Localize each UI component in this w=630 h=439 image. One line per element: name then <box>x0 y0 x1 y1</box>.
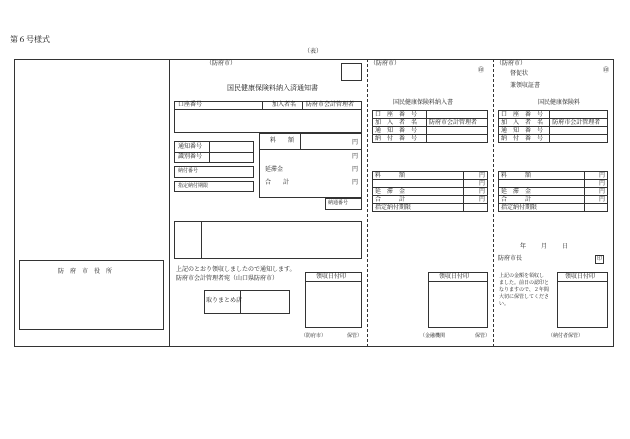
receipt-total: 合 計 <box>499 196 585 204</box>
divider-3 <box>493 59 494 347</box>
stub-office: 防 府 市 役 所 <box>58 268 113 275</box>
receipt-amount-table <box>498 171 608 212</box>
notice-memo-box <box>174 221 362 259</box>
slip-yen: 円 <box>463 172 487 180</box>
divider-1 <box>169 59 170 347</box>
receipt-yen: 円 <box>584 188 607 196</box>
notice-payment-no: 納付番号 <box>178 168 199 174</box>
receipt-sub2: 兼領収証書 <box>510 82 541 89</box>
slip-deadline: 指定納付期限 <box>373 204 464 212</box>
receipt-title: 国民健康保険料 <box>538 99 581 106</box>
receipt-row-label: 口 座 番 号 <box>499 111 550 119</box>
receipt-date-year: 年 <box>520 243 527 250</box>
notice-account-split <box>262 101 263 109</box>
notice-footer-right: 保管） <box>347 333 363 339</box>
notice-issuer: （防府市） <box>206 60 237 67</box>
slip-seal: ㊞ <box>478 67 485 74</box>
notice-amount-split <box>300 133 301 149</box>
notice-agent: 取りまとめ店 <box>206 297 243 304</box>
front-label: （表） <box>304 48 323 55</box>
divider-2 <box>367 59 368 347</box>
slip-yen: 円 <box>463 196 487 204</box>
receipt-late-fee: 延 滞 金 <box>499 188 585 196</box>
notice-message-1: 上記のとおり領収しましたので通知します。 <box>176 266 296 273</box>
notice-yen-4: 円 <box>352 179 359 186</box>
notice-memo-split <box>201 221 202 259</box>
slip-yen: 円 <box>463 180 487 188</box>
slip-row-label: 口 座 番 号 <box>373 111 427 119</box>
notice-doc-no: 納通番号 <box>328 200 349 206</box>
notice-account-label: 口座番号 <box>178 101 203 108</box>
receipt-row-label: 納 付 番 号 <box>499 135 550 143</box>
notice-corner-box <box>341 63 362 81</box>
slip-receipt-stamp: 領収日付印 <box>439 273 470 280</box>
receipt-footer: （納付者保管） <box>548 333 584 339</box>
notice-id-split <box>209 141 210 163</box>
notice-payee-label: 加入者名 <box>272 101 297 108</box>
notice-payee: 防府市会計管理者 <box>306 101 355 108</box>
notice-account-split2 <box>302 101 303 109</box>
receipt-receipt-stamp: 領収日付印 <box>565 273 596 280</box>
notice-yen-3: 円 <box>352 166 359 173</box>
slip-total: 合 計 <box>373 196 464 204</box>
notice-amount-line <box>259 149 362 150</box>
receipt-row-label: 加 入 者 名 <box>499 119 550 127</box>
notice-message-2: 防府市会計管理者宛（山口県防府市） <box>176 275 279 282</box>
slip-footer-left: （金融機関 <box>420 333 446 339</box>
receipt-amount: 料 額 <box>499 172 585 180</box>
notice-yen-1: 円 <box>352 139 359 146</box>
receipt-row-label: 通 知 番 号 <box>499 127 550 135</box>
receipt-yen: 円 <box>584 172 607 180</box>
notice-total: 合 計 <box>265 179 290 186</box>
slip-amount-table <box>372 171 488 212</box>
receipt-message-2: ました。前日の認印と <box>499 280 550 286</box>
notice-title: 国民健康保険料納入済通知書 <box>227 84 318 92</box>
slip-issuer: （防府市） <box>370 60 401 67</box>
slip-stamp-line <box>428 281 488 282</box>
receipt-message-4: 大切に保管してくださ <box>499 294 550 300</box>
slip-title: 国民健康保険料納入書 <box>393 99 454 106</box>
notice-late-fee: 延滞金 <box>265 166 284 173</box>
receipt-mayor-seal-text: 印 <box>597 256 603 262</box>
notice-footer-left: （防府市） <box>301 333 327 339</box>
receipt-message-5: い。 <box>499 301 510 307</box>
slip-row-label: 通 知 番 号 <box>373 127 427 135</box>
receipt-sub1: 督促状 <box>510 70 529 77</box>
notice-receipt-stamp: 領収日付印 <box>316 273 347 280</box>
slip-footer-right: 保管） <box>475 333 491 339</box>
receipt-yen: 円 <box>584 196 607 204</box>
slip-row-label: 納 付 番 号 <box>373 135 427 143</box>
slip-late-fee: 延 滞 金 <box>373 188 464 196</box>
receipt-message-3: なりますので、２年間 <box>499 287 549 293</box>
notice-account-line <box>174 109 362 110</box>
slip-row-label: 加 入 者 名 <box>373 119 427 127</box>
receipt-deadline: 指定納付期限 <box>499 204 585 212</box>
receipt-yen: 円 <box>584 180 607 188</box>
notice-deadline: 指定納付期限 <box>178 183 209 189</box>
receipt-issuer: （防府市） <box>496 60 527 67</box>
receipt-date-day: 日 <box>562 243 569 250</box>
slip-yen: 円 <box>463 188 487 196</box>
slip-payee: 防府市会計管理者 <box>427 119 488 127</box>
receipt-payee: 防府市会計管理者 <box>550 119 608 127</box>
receipt-mayor: 防府市長 <box>498 255 523 262</box>
notice-stamp-line <box>305 281 362 282</box>
receipt-info-table <box>498 110 608 143</box>
receipt-date-month: 月 <box>541 243 548 250</box>
receipt-stamp-line <box>557 281 608 282</box>
receipt-message-1: 上記の金額を領収し <box>499 273 545 279</box>
notice-id-no: 識別番号 <box>178 153 203 160</box>
receipt-seal: ㊞ <box>603 67 610 74</box>
slip-amount: 料 額 <box>373 172 464 180</box>
notice-notice-no: 通知番号 <box>178 143 203 150</box>
notice-amount-label: 料 額 <box>270 137 295 144</box>
form-number: 第６号様式 <box>10 35 50 44</box>
slip-info-table <box>372 110 488 143</box>
notice-yen-2: 円 <box>352 153 359 160</box>
